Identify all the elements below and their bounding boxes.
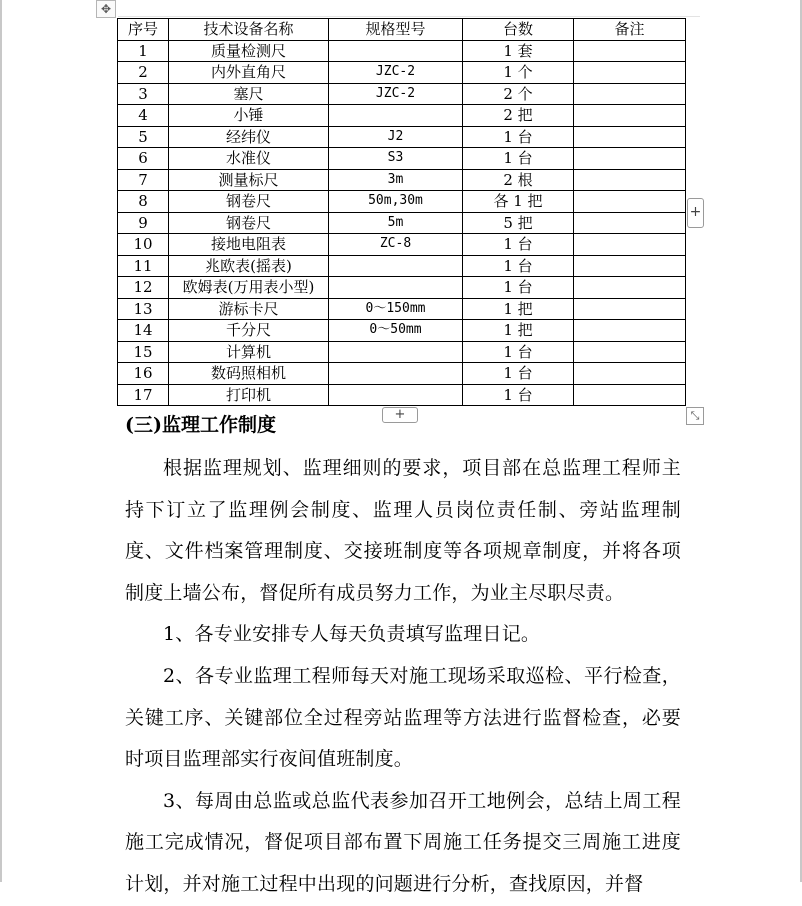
cell-spec	[329, 105, 463, 127]
cell-name: 质量检测尺	[169, 40, 329, 62]
cell-name: 数码照相机	[169, 363, 329, 385]
cell-remark	[574, 298, 686, 320]
cell-remark	[574, 62, 686, 84]
header-cell-spec: 规格型号	[329, 19, 463, 41]
cell-spec: J2	[329, 126, 463, 148]
cell-spec: 50m,30m	[329, 191, 463, 213]
cell-name: 欧姆表(万用表小型)	[169, 277, 329, 299]
table-header-row	[118, 19, 686, 41]
cell-index: 16	[118, 363, 169, 385]
table-row	[118, 212, 686, 234]
cell-remark	[574, 169, 686, 191]
cell-spec: JZC-2	[329, 62, 463, 84]
cell-name: 钢卷尺	[169, 212, 329, 234]
table-row	[118, 384, 686, 406]
cell-remark	[574, 384, 686, 406]
cell-count: 1 台	[463, 255, 574, 277]
cell-name: 内外直角尺	[169, 62, 329, 84]
cell-name: 水准仪	[169, 148, 329, 170]
cell-spec	[329, 277, 463, 299]
cell-count: 1 台	[463, 341, 574, 363]
table-row	[118, 83, 686, 105]
table-row	[118, 341, 686, 363]
cell-spec: 5m	[329, 212, 463, 234]
cell-index: 1	[118, 40, 169, 62]
cell-remark	[574, 40, 686, 62]
cell-name: 接地电阻表	[169, 234, 329, 256]
cell-count: 1 个	[463, 62, 574, 84]
cell-index: 13	[118, 298, 169, 320]
cell-index: 6	[118, 148, 169, 170]
cell-count: 2 根	[463, 169, 574, 191]
cell-name: 游标卡尺	[169, 298, 329, 320]
paragraph-item-1: 1、各专业安排专人每天负责填写监理日记。	[163, 623, 541, 646]
table-row	[118, 234, 686, 256]
cell-count: 1 台	[463, 384, 574, 406]
cell-name: 测量标尺	[169, 169, 329, 191]
table-row	[118, 277, 686, 299]
table-row	[118, 105, 686, 127]
cell-spec: ZC-8	[329, 234, 463, 256]
cell-name: 千分尺	[169, 320, 329, 342]
paragraph-item-3: 3、每周由总监或总监代表参加召开工地例会，总结上周工程施工完成情况，督促项目部布置下周施工任务提交三周施工进度计划，并对施工过程中出现的问题进行分析，查找原因，并督	[125, 789, 681, 895]
cell-count: 1 台	[463, 363, 574, 385]
table-body	[118, 40, 686, 406]
table-row	[118, 169, 686, 191]
paragraph-item-2: 2、各专业监理工程师每天对施工现场采取巡检、平行检查，关键工序、关键部位全过程旁站监理等方法进行监督检查，必要时项目监理部实行夜间值班制度。	[125, 664, 681, 771]
table-row	[118, 255, 686, 277]
table-row	[118, 363, 686, 385]
cell-index: 2	[118, 62, 169, 84]
cell-remark	[574, 234, 686, 256]
table-row	[118, 148, 686, 170]
header-cell-name: 技术设备名称	[169, 19, 329, 41]
table-move-handle-icon[interactable]: ✥	[96, 0, 116, 18]
cell-remark	[574, 320, 686, 342]
cell-count: 1 把	[463, 298, 574, 320]
cell-index: 15	[118, 341, 169, 363]
cell-spec: 0～150mm	[329, 298, 463, 320]
cell-remark	[574, 341, 686, 363]
cell-spec	[329, 255, 463, 277]
cell-count: 2 个	[463, 83, 574, 105]
equipment-table	[117, 18, 686, 406]
cell-remark	[574, 83, 686, 105]
add-row-button[interactable]: +	[382, 407, 418, 423]
cell-index: 3	[118, 83, 169, 105]
cell-count: 1 台	[463, 126, 574, 148]
cell-index: 9	[118, 212, 169, 234]
header-rule	[118, 16, 700, 17]
section-heading: (三)监理工作制度	[125, 414, 276, 436]
table-resize-handle-icon[interactable]: ⤡	[686, 407, 704, 425]
cell-spec	[329, 341, 463, 363]
cell-index: 12	[118, 277, 169, 299]
cell-name: 打印机	[169, 384, 329, 406]
cell-remark	[574, 191, 686, 213]
cell-index: 14	[118, 320, 169, 342]
cell-name: 经纬仪	[169, 126, 329, 148]
section-body	[125, 448, 681, 906]
cell-count: 2 把	[463, 105, 574, 127]
cell-index: 4	[118, 105, 169, 127]
cell-count: 1 台	[463, 234, 574, 256]
cell-name: 钢卷尺	[169, 191, 329, 213]
header-cell-remark: 备注	[574, 19, 686, 41]
cell-index: 11	[118, 255, 169, 277]
header-cell-index: 序号	[118, 19, 169, 41]
cell-count: 1 台	[463, 148, 574, 170]
cell-spec: S3	[329, 148, 463, 170]
cell-index: 17	[118, 384, 169, 406]
cell-remark	[574, 255, 686, 277]
cell-count: 各 1 把	[463, 191, 574, 213]
table-row	[118, 320, 686, 342]
cell-index: 7	[118, 169, 169, 191]
cell-remark	[574, 363, 686, 385]
cell-index: 5	[118, 126, 169, 148]
add-column-button[interactable]: +	[687, 198, 704, 228]
cell-spec	[329, 384, 463, 406]
paragraph-intro: 根据监理规划、监理细则的要求，项目部在总监理工程师主持下订立了监理例会制度、监理人员岗位责任制、旁站监理制度、文件档案管理制度、交接班制度等各项规章制度，并将各项制度上墙公布，督促所有成员努力工作，为业主尽职尽责。	[125, 457, 681, 604]
cell-count: 1 套	[463, 40, 574, 62]
cell-name: 小锤	[169, 105, 329, 127]
cell-count: 5 把	[463, 212, 574, 234]
cell-spec: 0～50mm	[329, 320, 463, 342]
cell-spec: 3m	[329, 169, 463, 191]
cell-count: 1 台	[463, 277, 574, 299]
header-cell-count: 台数	[463, 19, 574, 41]
cell-index: 8	[118, 191, 169, 213]
cell-spec	[329, 363, 463, 385]
cell-spec	[329, 40, 463, 62]
table-row	[118, 191, 686, 213]
table-row	[118, 40, 686, 62]
cell-remark	[574, 105, 686, 127]
cell-remark	[574, 277, 686, 299]
cell-count: 1 把	[463, 320, 574, 342]
cell-index: 10	[118, 234, 169, 256]
table-row	[118, 298, 686, 320]
cell-remark	[574, 126, 686, 148]
table-row	[118, 62, 686, 84]
cell-spec: JZC-2	[329, 83, 463, 105]
cell-name: 塞尺	[169, 83, 329, 105]
cell-remark	[574, 148, 686, 170]
cell-name: 兆欧表(摇表)	[169, 255, 329, 277]
page-edge-left	[0, 0, 2, 882]
cell-name: 计算机	[169, 341, 329, 363]
cell-remark	[574, 212, 686, 234]
table-row	[118, 126, 686, 148]
